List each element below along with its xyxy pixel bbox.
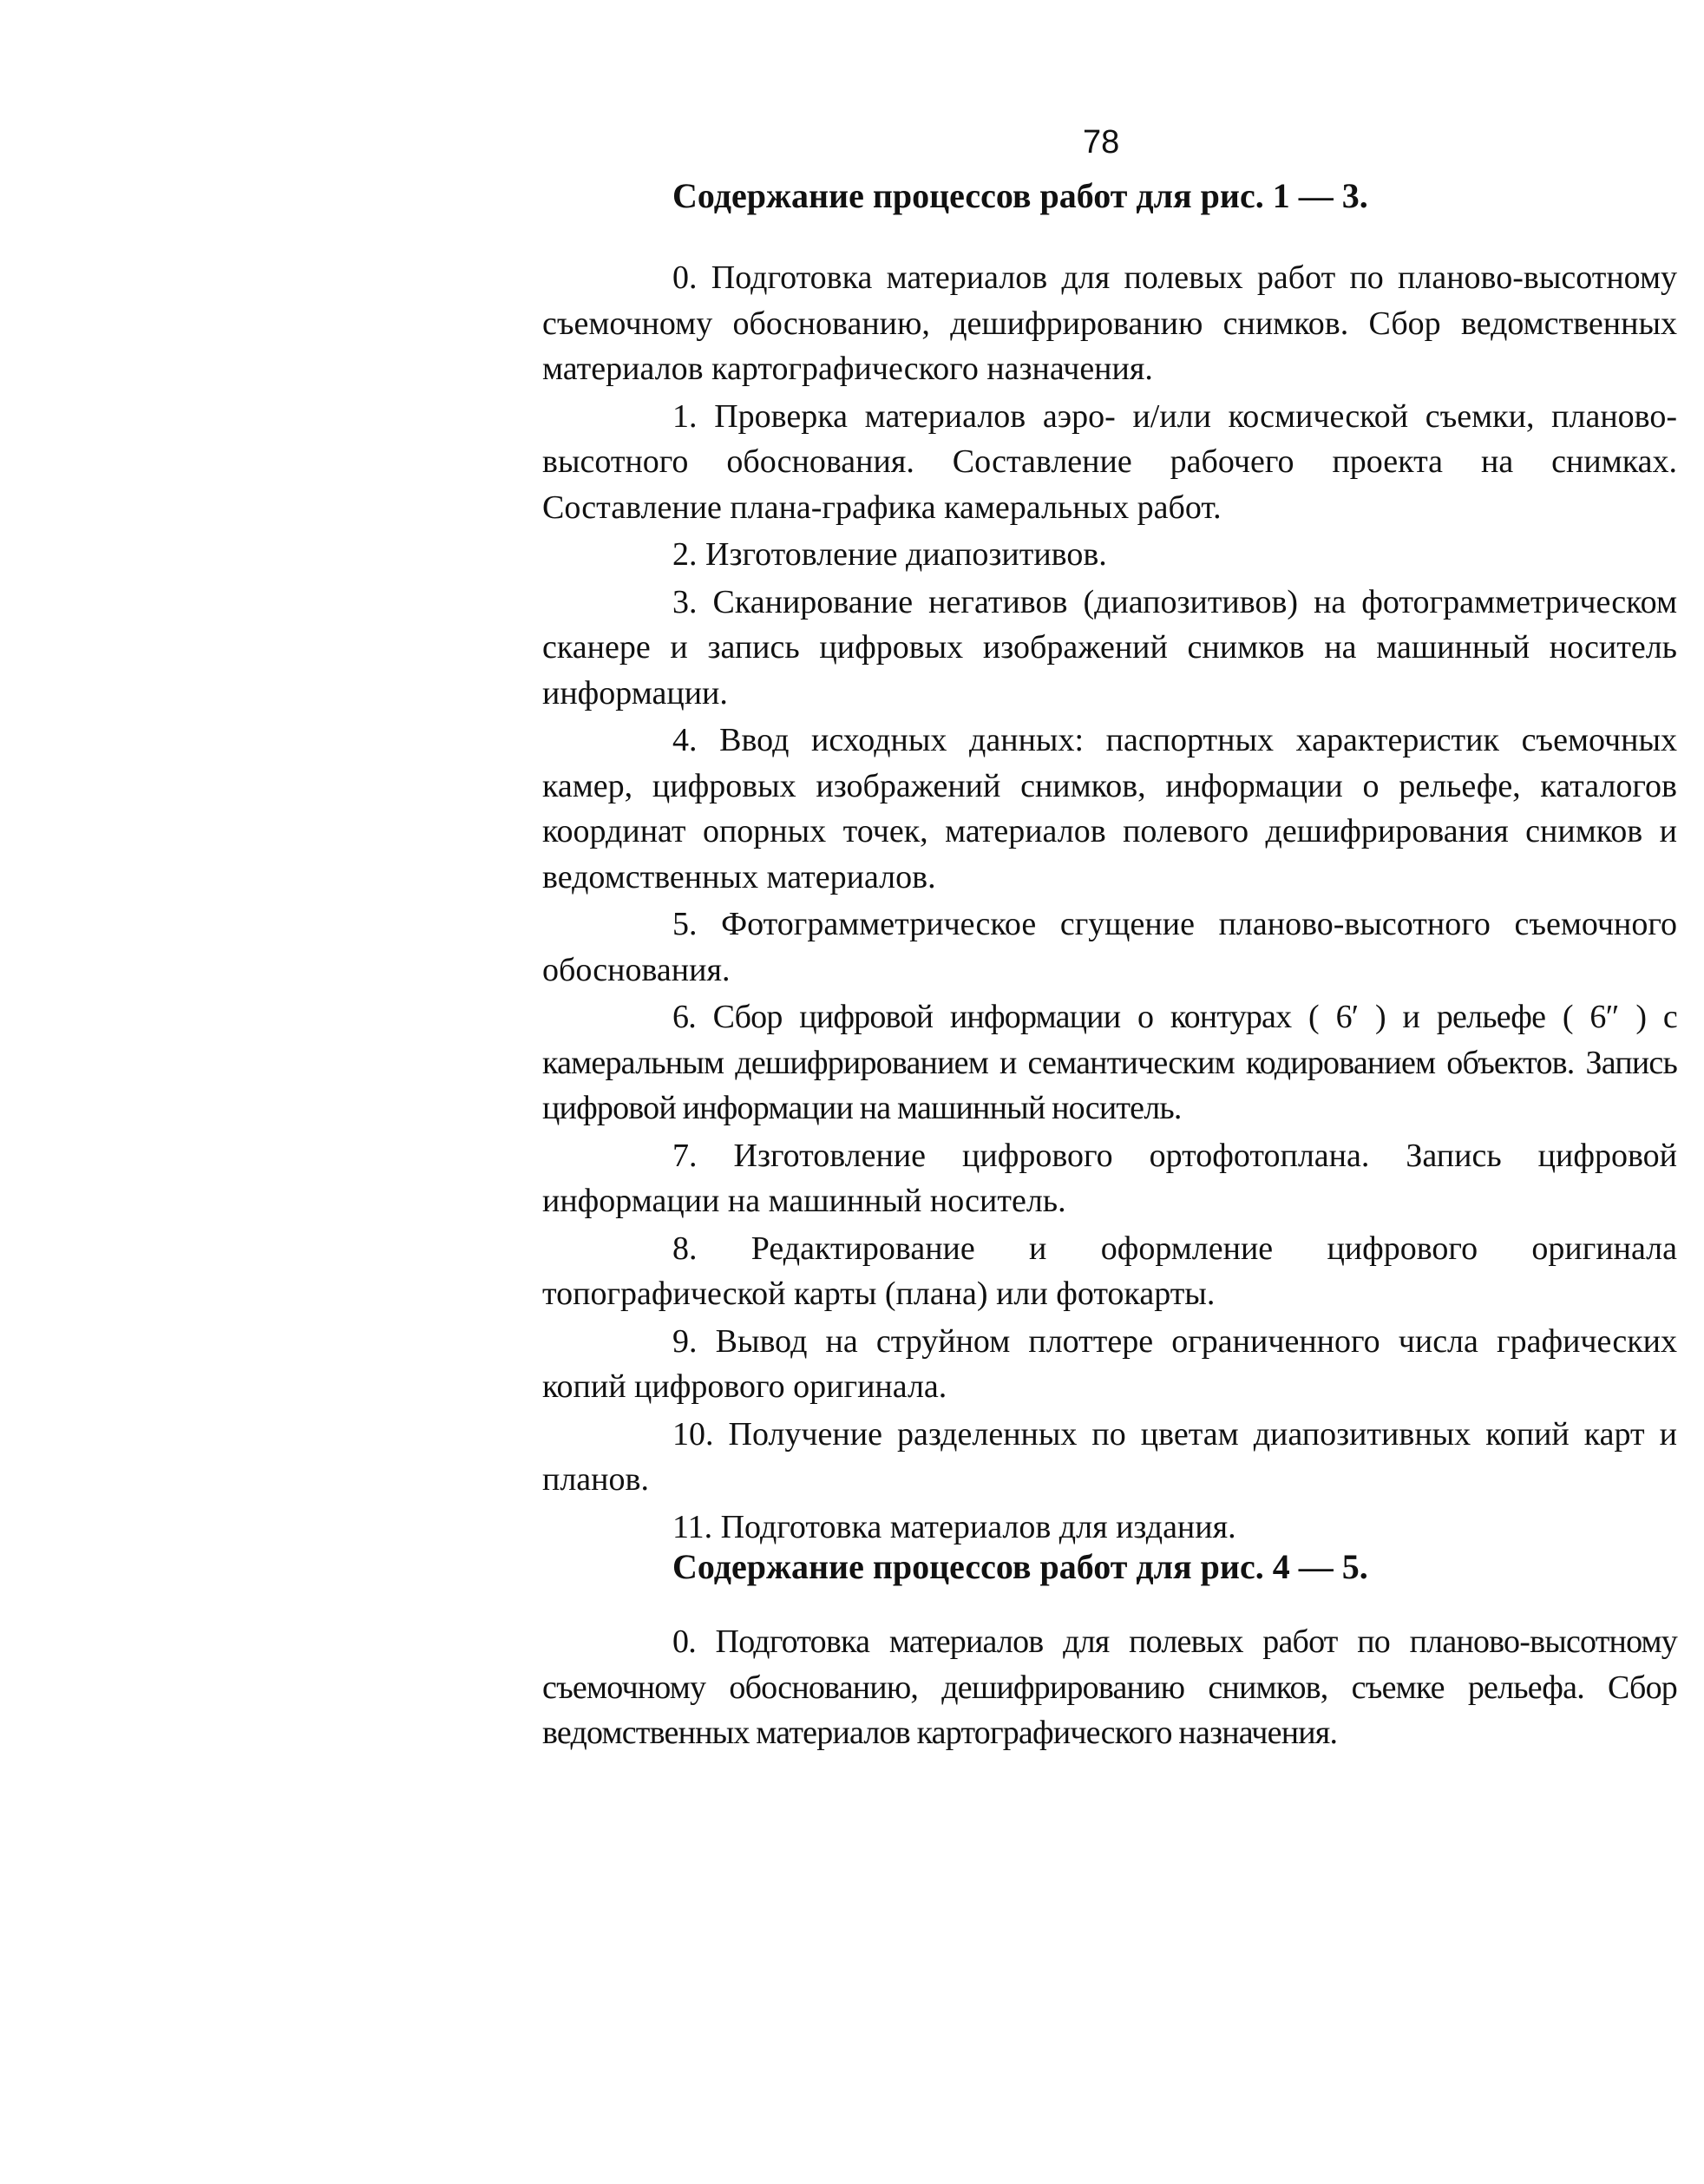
paragraph-item-11: 11. Подготовка материалов для издания. bbox=[672, 1508, 1236, 1545]
paragraph-item-9: 9. Вывод на струйном плоттере ограниченного числа графических копий цифрового оригинала. bbox=[542, 1322, 1677, 1405]
paragraph-item-7: 7. Изготовление цифрового ортофотоплана. Запись цифровой информации на машинный носитель. bbox=[542, 1137, 1677, 1219]
section-processes-fig-1-3 bbox=[542, 174, 1677, 1551]
paragraph-item-10: 10. Получение разделенных по цветам диапозитивных копий карт и планов. bbox=[542, 1415, 1677, 1498]
paragraph-item-2: 2. Изготовление диапозитивов. bbox=[672, 536, 1107, 573]
paragraph-item-0: 0. Подготовка материалов для полевых работ по планово-высотному съемочному обоснованию, дешифрированию снимков. Сбор ведомственных материалов картографического назначения. bbox=[542, 259, 1677, 387]
paragraph-item-0: 0. Подготовка материалов для полевых работ по планово-высотному съемочному обоснованию, дешифрированию снимков, съемке рельефа. Сбор ведомственных материалов картографического назначения. bbox=[542, 1623, 1677, 1751]
paragraph-item-8: 8. Редактирование и оформление цифрового оригинала топографической карты (плана) или фотокарты. bbox=[542, 1230, 1677, 1312]
paragraph-item-3: 3. Сканирование негативов (диапозитивов) на фотограмметрическом сканере и запись цифровых изображений снимков на машинный носитель информации. bbox=[542, 583, 1677, 712]
paragraph-item-5: 5. Фотограмметрическое сгущение планово-высотного съемочного обоснования. bbox=[542, 906, 1677, 988]
section-heading: Содержание процессов работ для рис. 1 — 3. bbox=[672, 176, 1368, 215]
section-heading: Содержание процессов работ для рис. 4 — 5. bbox=[672, 1547, 1368, 1586]
section-processes-fig-4-5 bbox=[542, 1545, 1677, 1758]
paragraph-item-4: 4. Ввод исходных данных: паспортных характеристик съемочных камер, цифровых изображений снимков, информации о рельефе, каталогов координат опорных точек, материалов полевого дешифрирования снимков и ведомственных материалов. bbox=[542, 722, 1677, 895]
page-number: 78 bbox=[1083, 124, 1120, 161]
paragraph-item-1: 1. Проверка материалов аэро- и/или космической съемки, планово-высотного обоснования. Составление рабочего проекта на снимках. Составление плана-графика камеральных работ. bbox=[542, 397, 1677, 526]
paragraph-item-6: 6. Сбор цифровой информации о контурах ( 6′ ) и рельефе ( 6″ ) с камеральным дешифрированием и семантическим кодированием объектов. Запись цифровой информации на машинный носитель. bbox=[542, 999, 1677, 1126]
